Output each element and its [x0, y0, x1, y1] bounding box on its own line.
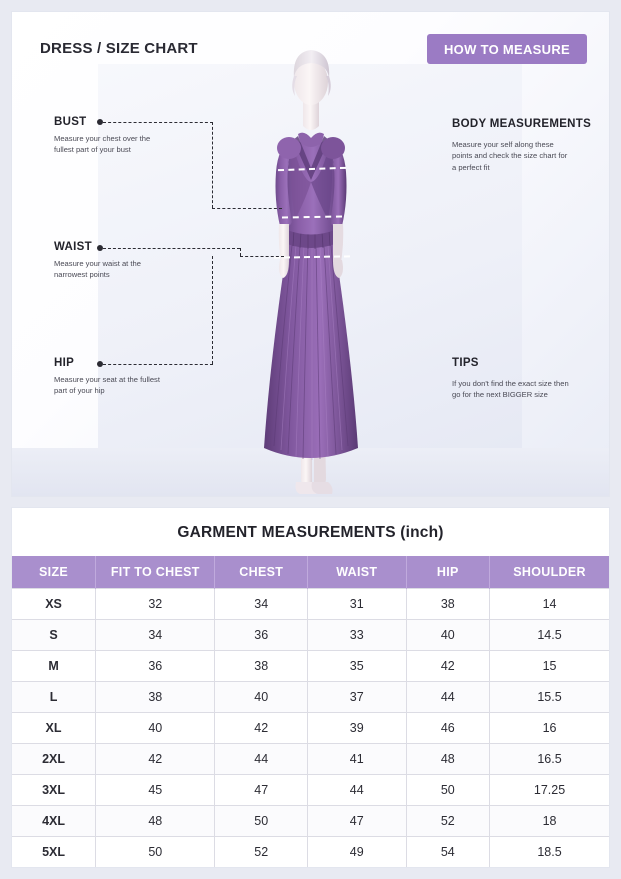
column-header-fit-to-chest: FIT TO CHEST	[96, 556, 215, 589]
cell-shoulder: 14.5	[490, 620, 609, 651]
table-header	[12, 556, 609, 589]
cell-hip: 48	[406, 744, 490, 775]
cell-hip: 46	[406, 713, 490, 744]
cell-fit-to-chest: 45	[96, 775, 215, 806]
cell-size: XL	[12, 713, 96, 744]
label-hip-heading: HIP	[54, 357, 75, 369]
cell-size: 5XL	[12, 837, 96, 868]
hero-card	[12, 12, 609, 496]
cell-fit-to-chest: 34	[96, 620, 215, 651]
cell-fit-to-chest: 36	[96, 651, 215, 682]
cell-waist: 47	[308, 806, 407, 837]
cell-chest: 40	[215, 682, 308, 713]
cell-waist: 41	[308, 744, 407, 775]
mannequin-illustration	[248, 30, 374, 496]
cell-fit-to-chest: 48	[96, 806, 215, 837]
label-bust-text: Measure your chest over the fullest part of your bust	[54, 134, 151, 155]
cell-hip: 52	[406, 806, 490, 837]
label-waist-heading: WAIST	[54, 241, 92, 253]
waist-leader-v	[240, 248, 241, 256]
label-hip-text: Measure your seat at the fullest part of your hip	[54, 375, 160, 396]
cell-hip: 44	[406, 682, 490, 713]
cell-chest: 36	[215, 620, 308, 651]
table-title: GARMENT MEASUREMENTS (inch)	[177, 524, 444, 541]
cell-waist: 44	[308, 775, 407, 806]
table-row	[12, 837, 609, 868]
how-to-measure-button[interactable]: HOW TO MEASURE	[427, 34, 587, 64]
cell-size: M	[12, 651, 96, 682]
bust-leader-v	[212, 122, 213, 208]
cell-fit-to-chest: 50	[96, 837, 215, 868]
cell-chest: 44	[215, 744, 308, 775]
measurements-card	[12, 508, 609, 867]
page-title: DRESS / SIZE CHART	[40, 40, 198, 57]
label-body-measurements-heading: BODY MEASUREMENTS	[452, 118, 592, 130]
label-waist	[54, 241, 164, 281]
cell-hip: 42	[406, 651, 490, 682]
cell-shoulder: 14	[490, 589, 609, 620]
cell-shoulder: 16.5	[490, 744, 609, 775]
cell-size: 4XL	[12, 806, 96, 837]
cell-waist: 31	[308, 589, 407, 620]
table-row	[12, 775, 609, 806]
table-row	[12, 806, 609, 837]
cell-chest: 47	[215, 775, 308, 806]
cell-waist: 39	[308, 713, 407, 744]
table-row	[12, 620, 609, 651]
label-body-measurements-text: Measure your self along these points and check the size chart for a perfect fit	[452, 139, 568, 173]
cell-size: S	[12, 620, 96, 651]
cell-shoulder: 17.25	[490, 775, 609, 806]
cell-size: 3XL	[12, 775, 96, 806]
cell-shoulder: 15	[490, 651, 609, 682]
label-tips-text: If you don't find the exact size then go for the next BIGGER size	[452, 378, 569, 400]
waist-leader-h2	[240, 256, 284, 257]
column-header-size: SIZE	[12, 556, 96, 589]
cell-size: L	[12, 682, 96, 713]
cell-fit-to-chest: 40	[96, 713, 215, 744]
table-header-row	[12, 556, 609, 589]
hip-leader-v	[212, 256, 213, 364]
cell-hip: 38	[406, 589, 490, 620]
cell-fit-to-chest: 38	[96, 682, 215, 713]
column-header-hip: HIP	[406, 556, 490, 589]
table-row	[12, 744, 609, 775]
column-header-shoulder: SHOULDER	[490, 556, 609, 589]
cell-fit-to-chest: 42	[96, 744, 215, 775]
bust-leader-h2	[212, 208, 282, 209]
cell-size: XS	[12, 589, 96, 620]
table-row	[12, 682, 609, 713]
label-bust-heading: BUST	[54, 116, 87, 128]
cell-fit-to-chest: 32	[96, 589, 215, 620]
cell-hip: 40	[406, 620, 490, 651]
table-body	[12, 589, 609, 868]
cell-shoulder: 18	[490, 806, 609, 837]
cell-shoulder: 15.5	[490, 682, 609, 713]
cell-waist: 33	[308, 620, 407, 651]
cell-waist: 37	[308, 682, 407, 713]
label-tips	[452, 355, 572, 401]
table-row	[12, 651, 609, 682]
label-bust	[54, 116, 164, 156]
cell-chest: 42	[215, 713, 308, 744]
cell-waist: 49	[308, 837, 407, 868]
cell-size: 2XL	[12, 744, 96, 775]
cell-waist: 35	[308, 651, 407, 682]
table-row	[12, 713, 609, 744]
cell-shoulder: 16	[490, 713, 609, 744]
column-header-waist: WAIST	[308, 556, 407, 589]
cell-hip: 54	[406, 837, 490, 868]
cell-chest: 52	[215, 837, 308, 868]
cell-shoulder: 18.5	[490, 837, 609, 868]
cell-chest: 34	[215, 589, 308, 620]
garment-measurements-table	[12, 556, 609, 867]
label-waist-text: Measure your waist at the narrowest points	[54, 259, 141, 280]
cell-hip: 50	[406, 775, 490, 806]
label-tips-heading: TIPS	[452, 357, 479, 369]
label-hip	[54, 357, 164, 397]
column-header-chest: CHEST	[215, 556, 308, 589]
label-body-measurements	[452, 116, 591, 174]
cell-chest: 38	[215, 651, 308, 682]
cell-chest: 50	[215, 806, 308, 837]
table-row	[12, 589, 609, 620]
